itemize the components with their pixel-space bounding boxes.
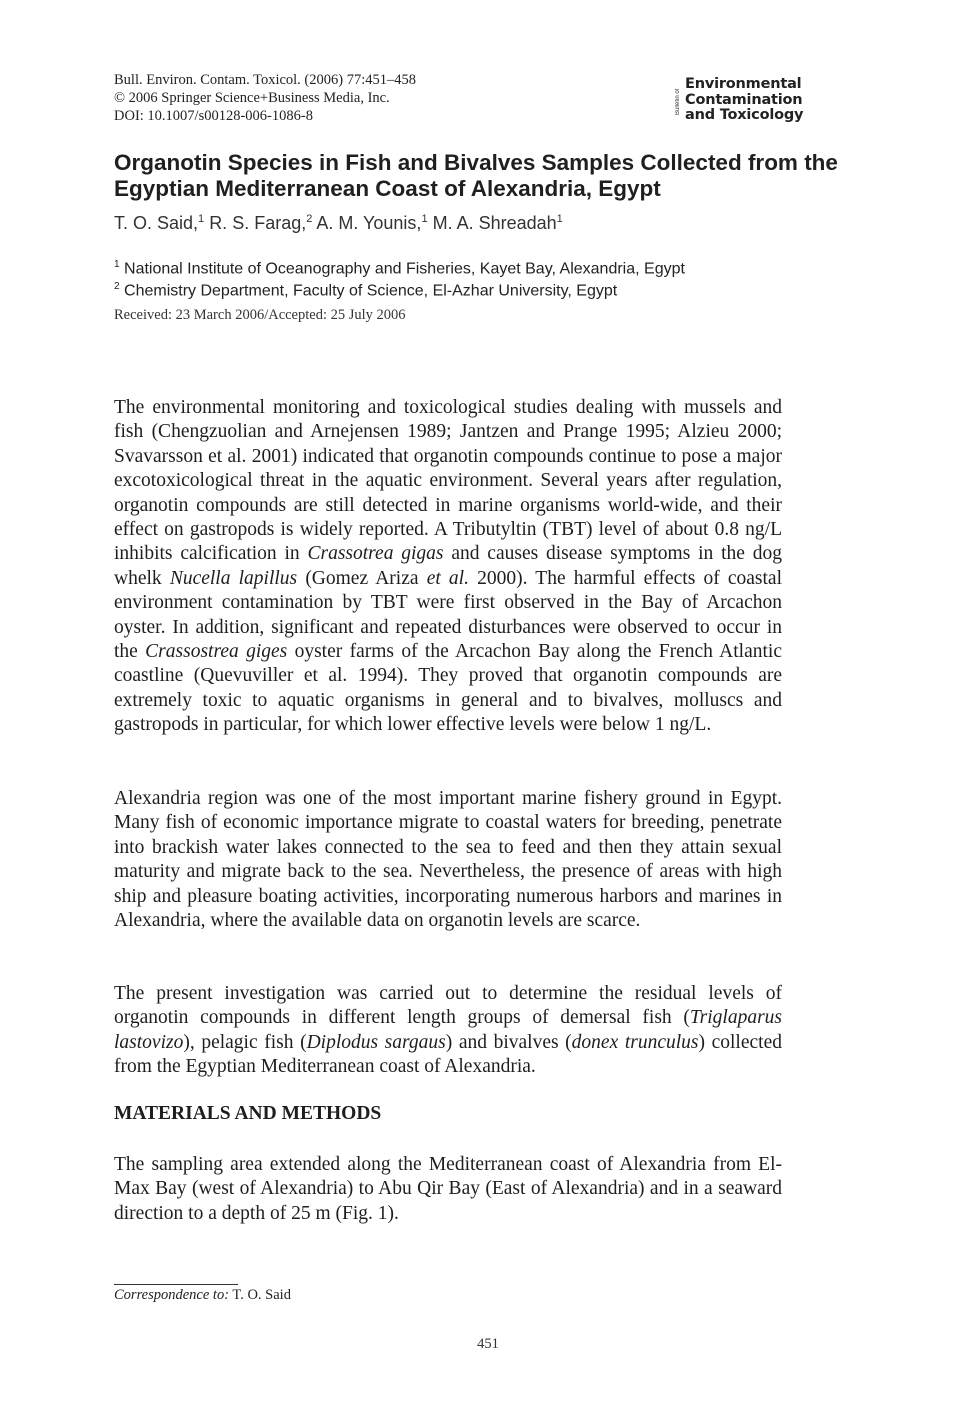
species-name: Diplodus sargaus bbox=[306, 1031, 446, 1053]
affiliation-list bbox=[114, 256, 685, 301]
article-title: Organotin Species in Fish and Bivalves Samples Collected from the Egyptian Mediterranean Coast of Alexandria, Egypt bbox=[114, 150, 838, 201]
affiliation-number: 2 bbox=[114, 281, 120, 293]
text-run: ) collected from the Egyptian Mediterranean coast of Alexandria. bbox=[114, 1031, 782, 1078]
footnote-name: T. O. Said bbox=[229, 1287, 291, 1303]
author-affil-marker: 1 bbox=[556, 213, 563, 225]
author-list bbox=[114, 213, 563, 234]
species-name: Crassotrea gigas bbox=[307, 543, 444, 565]
copyright-line: © 2006 Springer Science+Business Media, Inc. bbox=[114, 90, 390, 106]
body-paragraph-alexandria: Alexandria region was one of the most important marine fishery ground in Egypt. Many fish of economic importance migrate to coastal waters for breeding, penetrate into brackish water lakes connected to the sea to feed and then they attain sexual maturity and migrate back to the sea. Nevertheless, the presence of areas with high ship and pleasure boating activities, incorporating numerous harbors and marines in Alexandria, where the available data on organotin levels are scarce. bbox=[114, 788, 782, 932]
logo-line-environmental: Environmental bbox=[685, 76, 802, 92]
text-run: ) and bivalves ( bbox=[445, 1031, 572, 1053]
journal-logo bbox=[674, 77, 838, 127]
species-name: Nucella lapillus bbox=[169, 567, 298, 589]
page-number: 451 bbox=[477, 1336, 499, 1352]
author-name: R. S. Farag, bbox=[209, 213, 307, 233]
logo-bulletin-of: Bulletin of bbox=[675, 88, 681, 116]
correspondence-footnote bbox=[114, 1287, 291, 1304]
species-name: Crassostrea giges bbox=[145, 641, 288, 663]
author-name: T. O. Said, bbox=[114, 213, 199, 233]
body-paragraph-sampling: The sampling area extended along the Mediterranean coast of Alexandria from El-Max Bay (west of Alexandria) to Abu Qir Bay (East of Alexandria) and in a seaward direction to a depth of 25 m (Fig. 1). bbox=[114, 1154, 782, 1224]
text-run: The present investigation was carried out to determine the residual levels of organotin compounds in different length groups of demersal fish ( bbox=[114, 983, 782, 1029]
logo-line-contamination: Contamination bbox=[685, 91, 803, 108]
author-name: A. M. Younis, bbox=[316, 213, 422, 233]
citation-etal: et al. bbox=[426, 567, 469, 589]
doi-line: DOI: 10.1007/s00128-006-1086-8 bbox=[114, 108, 313, 124]
affiliation-text: National Institute of Oceanography and Fisheries, Kayet Bay, Alexandria, Egypt bbox=[124, 260, 685, 278]
section-heading-methods: MATERIALS AND METHODS bbox=[114, 1103, 382, 1124]
species-name: donex trunculus bbox=[571, 1031, 699, 1053]
affiliation bbox=[114, 278, 685, 300]
affiliation-number: 1 bbox=[114, 259, 120, 270]
text-run: (Gomez Ariza bbox=[297, 567, 427, 589]
affiliation bbox=[114, 256, 685, 278]
logo-wordmark bbox=[685, 77, 837, 124]
received-dates: Received: 23 March 2006/Accepted: 25 July 2006 bbox=[114, 307, 406, 323]
logo-line-toxicology: and Toxicology bbox=[685, 107, 804, 123]
species-name: Triglaparus lastovizo bbox=[114, 1007, 782, 1053]
text-run: The environmental monitoring and toxicological studies dealing with mussels and fish (Chengzuolian and Arnejensen 1989; Jantzen and Prange 1995; Alzieu 2000; Svavarsson et al. 2001) indicated that organotin compounds continue to pose a major excotoxicological threat in the aquatic environment. Several years after regulation, organotin compounds are still detected in marine organisms world-wide, and their effect on gastropods is widely reported. A Tributyltin (TBT) level of about 0.8 ng/L inhibits calcification in bbox=[114, 397, 782, 565]
citation-block bbox=[114, 71, 416, 125]
author-affil-marker: 1 bbox=[198, 213, 205, 225]
body-paragraph-investigation bbox=[114, 982, 782, 1080]
body-paragraph-intro bbox=[114, 396, 782, 738]
author-affil-marker: 2 bbox=[306, 213, 313, 225]
text-run: 2000). The harmful effects of coastal environment contamination by TBT were first observed in the Bay of Arcachon oyster. In addition, significant and repeated disturbances were observed to occur in the bbox=[114, 567, 782, 663]
text-run: ), pelagic fish ( bbox=[183, 1031, 307, 1053]
affiliation-text: Chemistry Department, Faculty of Science, El-Azhar University, Egypt bbox=[124, 282, 618, 300]
footnote-label: Correspondence to: bbox=[114, 1287, 230, 1303]
journal-citation: Bull. Environ. Contam. Toxicol. (2006) 77:451–458 bbox=[114, 72, 416, 88]
footnote-divider bbox=[114, 1284, 238, 1285]
author-affil-marker: 1 bbox=[421, 213, 428, 225]
text-run: oyster farms of the Arcachon Bay along the French Atlantic coastline (Quevuviller et al. 1994). They proved that organotin compounds are extremely toxic to aquatic organisms in general and to bivalves, molluscs and gastropods in particular, for which lower effective levels were below 1 ng/L. bbox=[114, 641, 782, 736]
text-run: and causes disease symptoms in the dog whelk bbox=[114, 543, 782, 589]
author-name: M. A. Shreadah bbox=[432, 213, 557, 233]
